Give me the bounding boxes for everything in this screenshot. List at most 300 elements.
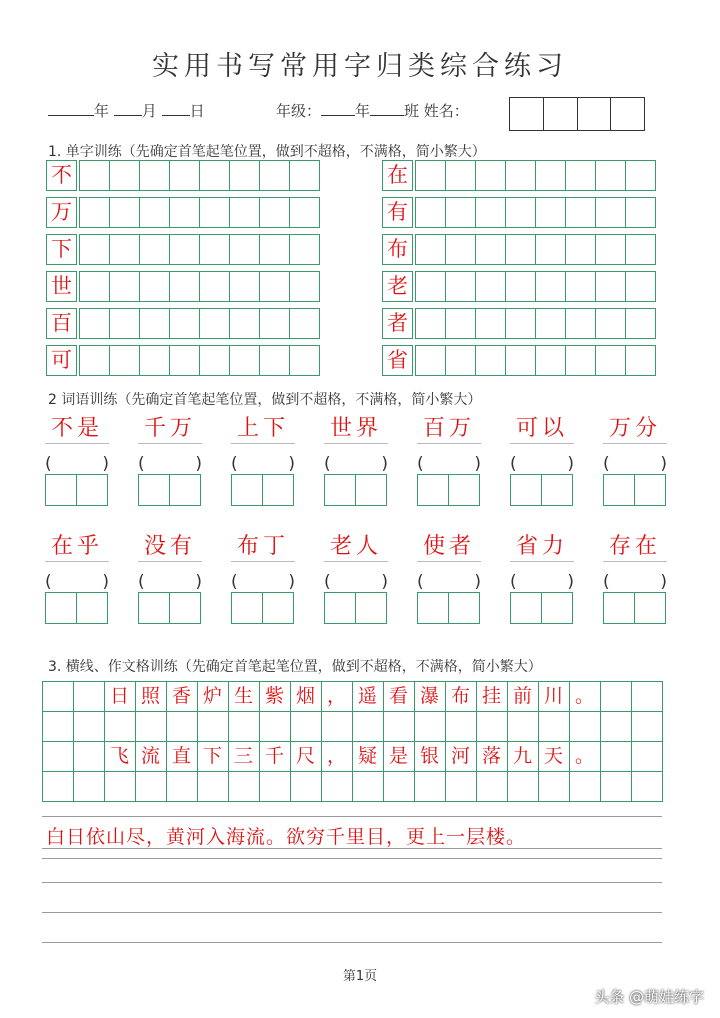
model-word: 布丁 bbox=[231, 533, 295, 562]
practice-cell[interactable] bbox=[505, 308, 536, 339]
practice-cell[interactable] bbox=[535, 197, 566, 228]
composition-cell[interactable] bbox=[384, 772, 415, 802]
practice-cell[interactable] bbox=[625, 160, 656, 191]
word-practice-cells bbox=[138, 474, 202, 506]
poem-char: ， bbox=[326, 745, 346, 767]
practice-cell[interactable] bbox=[76, 592, 108, 624]
practice-cell[interactable] bbox=[169, 592, 201, 624]
pinyin-blank[interactable] bbox=[324, 572, 388, 592]
pinyin-blank[interactable] bbox=[138, 454, 202, 474]
practice-cell[interactable] bbox=[109, 308, 140, 339]
practice-cell[interactable] bbox=[289, 271, 320, 302]
practice-cell[interactable] bbox=[634, 474, 666, 506]
practice-cell[interactable] bbox=[109, 197, 140, 228]
practice-cell[interactable] bbox=[139, 234, 170, 265]
word-practice-cells bbox=[417, 592, 481, 624]
practice-cell[interactable] bbox=[603, 592, 635, 624]
practice-cell[interactable] bbox=[259, 234, 290, 265]
composition-cell[interactable] bbox=[136, 712, 167, 742]
practice-cell[interactable] bbox=[324, 474, 356, 506]
poem-char: 千 bbox=[264, 745, 284, 767]
composition-cell[interactable] bbox=[632, 772, 663, 802]
practice-cell[interactable] bbox=[289, 308, 320, 339]
composition-cell[interactable] bbox=[291, 712, 322, 742]
practice-cell[interactable] bbox=[262, 474, 294, 506]
practice-cell[interactable] bbox=[169, 234, 200, 265]
practice-cell[interactable] bbox=[445, 197, 476, 228]
practice-cell[interactable] bbox=[169, 345, 200, 376]
day-blank[interactable] bbox=[162, 101, 190, 116]
model-char: 省 bbox=[382, 345, 413, 376]
practice-cell[interactable] bbox=[79, 271, 110, 302]
practice-cell[interactable] bbox=[79, 234, 110, 265]
word-row-1 bbox=[45, 415, 667, 506]
practice-cell[interactable] bbox=[229, 197, 260, 228]
year-label: 年 bbox=[94, 102, 110, 120]
practice-cell[interactable] bbox=[595, 197, 626, 228]
practice-cell[interactable] bbox=[505, 271, 536, 302]
practice-cell[interactable] bbox=[505, 197, 536, 228]
poem-char: 银 bbox=[419, 745, 439, 767]
practice-cell[interactable] bbox=[535, 271, 566, 302]
practice-cell[interactable] bbox=[445, 271, 476, 302]
paren-open: ( bbox=[510, 572, 517, 592]
practice-cell[interactable] bbox=[229, 308, 260, 339]
composition-cell[interactable] bbox=[446, 772, 477, 802]
practice-cell[interactable] bbox=[535, 308, 566, 339]
practice-cell[interactable] bbox=[259, 160, 290, 191]
practice-cell[interactable] bbox=[324, 592, 356, 624]
practice-cell[interactable] bbox=[45, 592, 77, 624]
practice-cell[interactable] bbox=[199, 308, 230, 339]
practice-row bbox=[382, 160, 656, 191]
practice-cell[interactable] bbox=[231, 592, 263, 624]
composition-cell[interactable] bbox=[229, 772, 260, 802]
composition-cell[interactable] bbox=[74, 772, 105, 802]
poem-char: 炉 bbox=[202, 685, 222, 707]
word-item bbox=[138, 533, 202, 624]
practice-cell[interactable] bbox=[595, 308, 626, 339]
practice-cell[interactable] bbox=[448, 474, 480, 506]
word-practice-cells bbox=[45, 592, 109, 624]
composition-cell[interactable] bbox=[446, 712, 477, 742]
word-practice-cells bbox=[324, 592, 388, 624]
word-practice-cells bbox=[324, 474, 388, 506]
poem-char: ， bbox=[326, 685, 346, 707]
single-char-grid-left bbox=[46, 160, 320, 382]
practice-cell[interactable] bbox=[289, 160, 320, 191]
word-practice-cells bbox=[45, 474, 109, 506]
practice-cell[interactable] bbox=[510, 592, 542, 624]
poem-line-2 bbox=[42, 741, 662, 771]
day-label: 日 bbox=[189, 102, 205, 120]
practice-cell[interactable] bbox=[109, 160, 140, 191]
practice-cell[interactable] bbox=[199, 234, 230, 265]
grade-label: 年级： bbox=[276, 102, 322, 120]
paren-open: ( bbox=[417, 572, 424, 592]
poem-char: 看 bbox=[388, 685, 408, 707]
practice-cell[interactable] bbox=[109, 234, 140, 265]
composition-cell[interactable] bbox=[260, 712, 291, 742]
section3-heading: 3. 横线、作文格训练（先确定首笔起笔位置，做到不超格，不满格，简小繁大） bbox=[48, 659, 542, 675]
practice-cell[interactable] bbox=[139, 345, 170, 376]
practice-cell[interactable] bbox=[259, 345, 290, 376]
practice-cell[interactable] bbox=[139, 308, 170, 339]
word-item bbox=[138, 415, 202, 506]
model-word: 在乎 bbox=[45, 533, 109, 562]
paren-close: ) bbox=[381, 572, 388, 592]
paren-open: ( bbox=[417, 454, 424, 474]
poem-char: 三 bbox=[233, 745, 253, 767]
month-label: 月 bbox=[141, 102, 157, 120]
practice-cell[interactable] bbox=[355, 592, 387, 624]
poem-char: 。 bbox=[574, 745, 594, 767]
practice-cell[interactable] bbox=[169, 474, 201, 506]
date-fields bbox=[48, 100, 205, 121]
composition-cell[interactable] bbox=[539, 772, 570, 802]
model-char: 布 bbox=[382, 234, 413, 265]
practice-cell[interactable] bbox=[109, 345, 140, 376]
word-item bbox=[603, 415, 667, 506]
practice-row bbox=[382, 197, 656, 228]
pinyin-blank[interactable] bbox=[417, 572, 481, 592]
pinyin-blank[interactable] bbox=[324, 454, 388, 474]
pinyin-blank[interactable] bbox=[45, 572, 109, 592]
composition-cell[interactable] bbox=[105, 712, 136, 742]
practice-cell[interactable] bbox=[289, 345, 320, 376]
practice-cell[interactable] bbox=[415, 197, 446, 228]
pinyin-blank[interactable] bbox=[510, 572, 574, 592]
practice-cell[interactable] bbox=[505, 234, 536, 265]
composition-cell[interactable] bbox=[539, 712, 570, 742]
practice-cell[interactable] bbox=[475, 197, 506, 228]
practice-cell[interactable] bbox=[79, 345, 110, 376]
pinyin-blank[interactable] bbox=[231, 572, 295, 592]
practice-cell[interactable] bbox=[139, 160, 170, 191]
practice-cell[interactable] bbox=[79, 308, 110, 339]
practice-cell[interactable] bbox=[76, 474, 108, 506]
practice-cell[interactable] bbox=[475, 308, 506, 339]
practice-cell[interactable] bbox=[259, 271, 290, 302]
model-word: 万分 bbox=[603, 415, 667, 444]
practice-cell[interactable] bbox=[475, 345, 506, 376]
model-char: 下 bbox=[46, 234, 77, 265]
composition-cell[interactable] bbox=[508, 772, 539, 802]
practice-cell[interactable] bbox=[259, 308, 290, 339]
practice-cell[interactable] bbox=[565, 271, 596, 302]
poem-char: 遥 bbox=[357, 685, 377, 707]
composition-cell[interactable] bbox=[167, 772, 198, 802]
practice-cell[interactable] bbox=[262, 592, 294, 624]
watermark: 头条 @萌娃练字 bbox=[594, 988, 704, 1006]
model-word: 千万 bbox=[138, 415, 202, 444]
ruled-line[interactable] bbox=[42, 858, 662, 859]
word-practice-cells bbox=[510, 474, 574, 506]
paren-open: ( bbox=[603, 454, 610, 474]
practice-cell[interactable] bbox=[415, 234, 446, 265]
paren-close: ) bbox=[102, 572, 109, 592]
practice-cell[interactable] bbox=[510, 474, 542, 506]
pinyin-blank[interactable] bbox=[45, 454, 109, 474]
section1-heading: 1. 单字训练（先确定首笔起笔位置，做到不超格，不满格，简小繁大） bbox=[48, 144, 486, 160]
practice-cell[interactable] bbox=[565, 234, 596, 265]
grade-year-label: 年 bbox=[355, 102, 371, 120]
practice-cell[interactable] bbox=[417, 474, 449, 506]
practice-cell[interactable] bbox=[169, 308, 200, 339]
practice-cell[interactable] bbox=[445, 345, 476, 376]
word-item bbox=[324, 533, 388, 624]
practice-cell[interactable] bbox=[231, 474, 263, 506]
practice-row bbox=[46, 234, 320, 265]
composition-cell[interactable] bbox=[291, 772, 322, 802]
composition-cell[interactable] bbox=[167, 712, 198, 742]
composition-cell[interactable] bbox=[229, 712, 260, 742]
practice-row bbox=[382, 345, 656, 376]
name-boxes[interactable] bbox=[509, 97, 645, 131]
poem-char: 直 bbox=[171, 745, 191, 767]
composition-cell[interactable] bbox=[415, 772, 446, 802]
word-practice-cells bbox=[138, 592, 202, 624]
model-word: 可以 bbox=[510, 415, 574, 444]
paren-open: ( bbox=[231, 454, 238, 474]
poem-char: 尺 bbox=[295, 745, 315, 767]
composition-cell[interactable] bbox=[136, 772, 167, 802]
poem-char: 天 bbox=[543, 745, 563, 767]
composition-cell[interactable] bbox=[260, 772, 291, 802]
paren-open: ( bbox=[45, 454, 52, 474]
practice-row bbox=[46, 345, 320, 376]
composition-cell[interactable] bbox=[415, 712, 446, 742]
practice-cell[interactable] bbox=[535, 234, 566, 265]
paren-open: ( bbox=[510, 454, 517, 474]
composition-cell[interactable] bbox=[198, 712, 229, 742]
word-item bbox=[510, 533, 574, 624]
practice-cell[interactable] bbox=[415, 160, 446, 191]
practice-cell[interactable] bbox=[45, 474, 77, 506]
pinyin-blank[interactable] bbox=[138, 572, 202, 592]
practice-cell[interactable] bbox=[199, 197, 230, 228]
word-item bbox=[231, 415, 295, 506]
composition-cell[interactable] bbox=[43, 712, 74, 742]
composition-cell[interactable] bbox=[74, 712, 105, 742]
practice-cell[interactable] bbox=[355, 474, 387, 506]
practice-cell[interactable] bbox=[541, 474, 573, 506]
poem-char: 下 bbox=[202, 745, 222, 767]
composition-cell[interactable] bbox=[477, 772, 508, 802]
model-word: 使者 bbox=[417, 533, 481, 562]
composition-cell[interactable] bbox=[353, 772, 384, 802]
practice-cell[interactable] bbox=[138, 474, 170, 506]
composition-cell[interactable] bbox=[601, 772, 632, 802]
ruled-line[interactable] bbox=[42, 816, 662, 817]
practice-cell[interactable] bbox=[475, 234, 506, 265]
practice-cell[interactable] bbox=[625, 345, 656, 376]
practice-cell[interactable] bbox=[445, 308, 476, 339]
word-practice-cells bbox=[417, 474, 481, 506]
poem-char: 飞 bbox=[109, 745, 129, 767]
practice-cell[interactable] bbox=[448, 592, 480, 624]
practice-cell[interactable] bbox=[595, 271, 626, 302]
practice-cell[interactable] bbox=[535, 345, 566, 376]
practice-cell[interactable] bbox=[138, 592, 170, 624]
paren-close: ) bbox=[381, 454, 388, 474]
composition-cell[interactable] bbox=[353, 712, 384, 742]
section2-heading: 2 词语训练（先确定首笔起笔位置，做到不超格，不满格，简小繁大） bbox=[48, 392, 482, 408]
paren-close: ) bbox=[474, 454, 481, 474]
practice-cell[interactable] bbox=[565, 308, 596, 339]
paren-close: ) bbox=[288, 454, 295, 474]
composition-cell[interactable] bbox=[105, 772, 136, 802]
month-blank[interactable] bbox=[114, 101, 142, 116]
practice-cell[interactable] bbox=[169, 197, 200, 228]
practice-cell[interactable] bbox=[417, 592, 449, 624]
practice-cell[interactable] bbox=[109, 271, 140, 302]
composition-cell[interactable] bbox=[43, 772, 74, 802]
practice-cell[interactable] bbox=[229, 271, 260, 302]
practice-cell[interactable] bbox=[625, 308, 656, 339]
composition-cell[interactable] bbox=[570, 712, 601, 742]
word-item bbox=[417, 533, 481, 624]
pinyin-blank[interactable] bbox=[510, 454, 574, 474]
practice-cell[interactable] bbox=[79, 160, 110, 191]
composition-cell[interactable] bbox=[632, 712, 663, 742]
practice-cell[interactable] bbox=[229, 160, 260, 191]
word-item bbox=[417, 415, 481, 506]
poem-char: 九 bbox=[512, 745, 532, 767]
paren-open: ( bbox=[231, 572, 238, 592]
paren-open: ( bbox=[45, 572, 52, 592]
practice-cell[interactable] bbox=[625, 197, 656, 228]
practice-cell[interactable] bbox=[289, 197, 320, 228]
year-blank[interactable] bbox=[48, 101, 94, 116]
practice-cell[interactable] bbox=[415, 271, 446, 302]
paren-close: ) bbox=[195, 572, 202, 592]
composition-cell[interactable] bbox=[322, 772, 353, 802]
word-practice-cells bbox=[603, 474, 667, 506]
practice-cell[interactable] bbox=[169, 271, 200, 302]
practice-row bbox=[46, 308, 320, 339]
poem-char: 流 bbox=[140, 745, 160, 767]
model-char: 老 bbox=[382, 271, 413, 302]
poem-char: 照 bbox=[140, 685, 160, 707]
paren-open: ( bbox=[138, 572, 145, 592]
composition-cell[interactable] bbox=[570, 772, 601, 802]
word-row-2 bbox=[45, 533, 667, 624]
ruled-line[interactable] bbox=[42, 882, 662, 883]
poem-char: 落 bbox=[481, 745, 501, 767]
practice-cell[interactable] bbox=[139, 271, 170, 302]
practice-row bbox=[46, 160, 320, 191]
practice-cell[interactable] bbox=[445, 160, 476, 191]
practice-cell[interactable] bbox=[415, 345, 446, 376]
composition-cell[interactable] bbox=[384, 712, 415, 742]
model-word: 百万 bbox=[417, 415, 481, 444]
practice-cell[interactable] bbox=[79, 197, 110, 228]
pinyin-blank[interactable] bbox=[231, 454, 295, 474]
model-char: 可 bbox=[46, 345, 77, 376]
practice-cell[interactable] bbox=[625, 271, 656, 302]
handwritten-poem: 白日依山尽，黄河入海流。欲穷千里目，更上一层楼。 bbox=[46, 826, 527, 848]
grade-blank[interactable] bbox=[321, 101, 355, 116]
model-word: 不是 bbox=[45, 415, 109, 444]
composition-cell[interactable] bbox=[322, 712, 353, 742]
practice-row bbox=[46, 197, 320, 228]
poem-char: 香 bbox=[171, 685, 191, 707]
practice-cell[interactable] bbox=[229, 345, 260, 376]
paren-close: ) bbox=[195, 454, 202, 474]
paren-close: ) bbox=[660, 572, 667, 592]
practice-cell[interactable] bbox=[565, 345, 596, 376]
practice-cell[interactable] bbox=[475, 160, 506, 191]
paren-close: ) bbox=[567, 572, 574, 592]
poem-char: 。 bbox=[574, 685, 594, 707]
paren-close: ) bbox=[102, 454, 109, 474]
paren-open: ( bbox=[324, 572, 331, 592]
practice-cell[interactable] bbox=[634, 592, 666, 624]
practice-cell[interactable] bbox=[415, 308, 446, 339]
paren-open: ( bbox=[138, 454, 145, 474]
class-blank[interactable] bbox=[370, 101, 404, 116]
practice-cell[interactable] bbox=[535, 160, 566, 191]
pinyin-blank[interactable] bbox=[603, 454, 667, 474]
practice-row bbox=[382, 308, 656, 339]
practice-cell[interactable] bbox=[505, 160, 536, 191]
composition-cell[interactable] bbox=[508, 712, 539, 742]
practice-cell[interactable] bbox=[199, 160, 230, 191]
pinyin-blank[interactable] bbox=[603, 572, 667, 592]
model-char: 不 bbox=[46, 160, 77, 191]
practice-cell[interactable] bbox=[541, 592, 573, 624]
pinyin-blank[interactable] bbox=[417, 454, 481, 474]
model-word: 世界 bbox=[324, 415, 388, 444]
practice-cell[interactable] bbox=[229, 234, 260, 265]
word-item bbox=[231, 533, 295, 624]
ruled-line[interactable] bbox=[42, 912, 662, 913]
practice-cell[interactable] bbox=[199, 271, 230, 302]
practice-cell[interactable] bbox=[475, 271, 506, 302]
poem-char: 紫 bbox=[264, 685, 284, 707]
practice-cell[interactable] bbox=[565, 197, 596, 228]
composition-cell[interactable] bbox=[601, 712, 632, 742]
ruled-line[interactable] bbox=[42, 942, 662, 943]
practice-cell[interactable] bbox=[445, 234, 476, 265]
practice-cell[interactable] bbox=[625, 234, 656, 265]
model-char: 万 bbox=[46, 197, 77, 228]
practice-cell[interactable] bbox=[505, 345, 536, 376]
practice-cell[interactable] bbox=[289, 234, 320, 265]
practice-cell[interactable] bbox=[199, 345, 230, 376]
composition-cell[interactable] bbox=[198, 772, 229, 802]
practice-cell[interactable] bbox=[603, 474, 635, 506]
practice-cell[interactable] bbox=[565, 160, 596, 191]
model-word: 上下 bbox=[231, 415, 295, 444]
paren-open: ( bbox=[324, 454, 331, 474]
practice-cell[interactable] bbox=[169, 160, 200, 191]
practice-cell[interactable] bbox=[595, 345, 626, 376]
model-word: 省力 bbox=[510, 533, 574, 562]
poem-char: 布 bbox=[450, 685, 470, 707]
practice-cell[interactable] bbox=[595, 160, 626, 191]
paren-close: ) bbox=[660, 454, 667, 474]
page-number: 第1页 bbox=[342, 969, 378, 984]
poem-char: 疑 bbox=[357, 745, 377, 767]
practice-cell[interactable] bbox=[259, 197, 290, 228]
practice-cell[interactable] bbox=[139, 197, 170, 228]
composition-cell[interactable] bbox=[477, 712, 508, 742]
poem-char: 是 bbox=[388, 745, 408, 767]
practice-cell[interactable] bbox=[595, 234, 626, 265]
single-char-grid-right bbox=[382, 160, 656, 382]
